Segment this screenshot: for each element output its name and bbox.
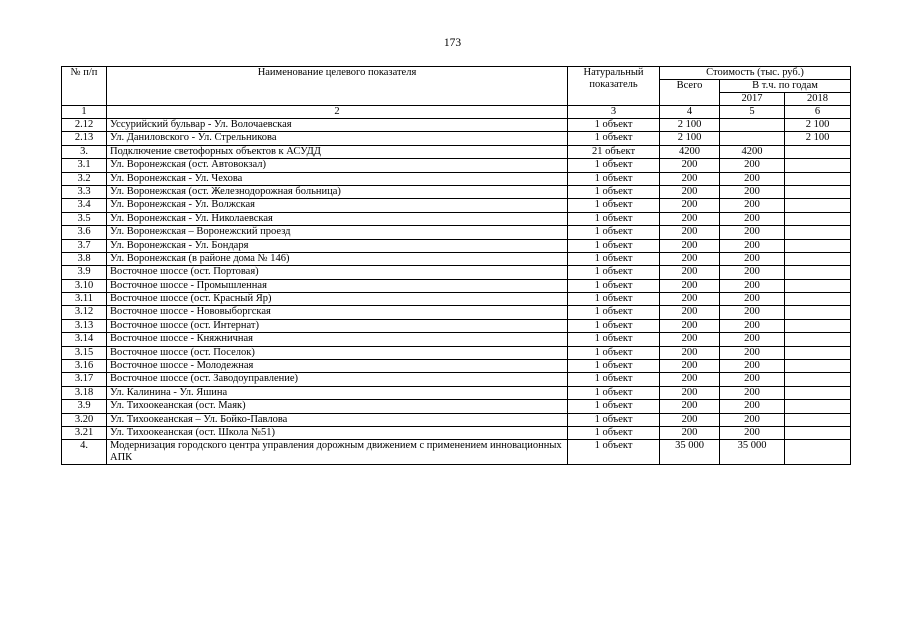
- table-row: [62, 199, 851, 212]
- table-row: [62, 413, 851, 426]
- row-total: 200: [660, 360, 720, 373]
- row-natural: 1 объект: [568, 400, 660, 413]
- row-natural: 1 объект: [568, 266, 660, 279]
- row-2018: [785, 373, 851, 386]
- row-2017: [720, 119, 785, 132]
- row-natural: 1 объект: [568, 360, 660, 373]
- row-2018: [785, 386, 851, 399]
- row-number: 3.14: [62, 333, 107, 346]
- row-natural: 1 объект: [568, 185, 660, 198]
- row-2018: 2 100: [785, 132, 851, 145]
- row-number: 3.: [62, 145, 107, 158]
- row-total: 2 100: [660, 119, 720, 132]
- table-row: [62, 440, 851, 465]
- column-number: 3: [568, 106, 660, 119]
- row-number: 3.16: [62, 360, 107, 373]
- table-row: [62, 386, 851, 399]
- table-row: [62, 145, 851, 158]
- table-row: [62, 185, 851, 198]
- row-total: 200: [660, 413, 720, 426]
- row-natural: 1 объект: [568, 440, 660, 465]
- header-year-2017: 2017: [720, 93, 785, 106]
- row-2018: [785, 293, 851, 306]
- row-2017: 200: [720, 333, 785, 346]
- page-number: 173: [443, 37, 462, 49]
- table-row: [62, 212, 851, 225]
- table-row: [62, 252, 851, 265]
- row-2017: 200: [720, 426, 785, 439]
- row-number: 3.18: [62, 386, 107, 399]
- row-total: 200: [660, 159, 720, 172]
- row-2018: [785, 252, 851, 265]
- row-natural: 1 объект: [568, 172, 660, 185]
- row-natural: 1 объект: [568, 199, 660, 212]
- row-2018: [785, 279, 851, 292]
- row-natural: 1 объект: [568, 346, 660, 359]
- row-total: 200: [660, 226, 720, 239]
- row-2018: [785, 440, 851, 465]
- table-row: [62, 239, 851, 252]
- row-total: 200: [660, 199, 720, 212]
- row-number: 3.2: [62, 172, 107, 185]
- row-2018: [785, 199, 851, 212]
- row-2017: 200: [720, 400, 785, 413]
- row-name: Ул. Тихоокеанская (ост. Школа №51): [107, 426, 568, 439]
- row-natural: 1 объект: [568, 426, 660, 439]
- column-number: 4: [660, 106, 720, 119]
- row-2017: 200: [720, 279, 785, 292]
- row-2018: [785, 212, 851, 225]
- row-natural: 1 объект: [568, 279, 660, 292]
- table-row: [62, 333, 851, 346]
- row-2018: [785, 226, 851, 239]
- row-2018: [785, 306, 851, 319]
- row-number: 3.15: [62, 346, 107, 359]
- row-2017: 200: [720, 199, 785, 212]
- row-number: 4.: [62, 440, 107, 465]
- row-total: 200: [660, 293, 720, 306]
- header-by-years: В т.ч. по годам: [720, 80, 851, 93]
- row-2018: [785, 319, 851, 332]
- row-total: 200: [660, 252, 720, 265]
- row-total: 200: [660, 346, 720, 359]
- row-number: 3.21: [62, 426, 107, 439]
- row-total: 200: [660, 373, 720, 386]
- row-name: Ул. Воронежская - Ул. Бондаря: [107, 239, 568, 252]
- row-2018: [785, 360, 851, 373]
- row-name: Восточное шоссе (ост. Портовая): [107, 266, 568, 279]
- row-number: 3.9: [62, 266, 107, 279]
- row-number: 3.3: [62, 185, 107, 198]
- row-natural: 1 объект: [568, 293, 660, 306]
- row-2017: 200: [720, 239, 785, 252]
- row-name: Ул. Тихоокеанская – Ул. Бойко-Павлова: [107, 413, 568, 426]
- row-total: 200: [660, 239, 720, 252]
- row-name: Ул. Калинина - Ул. Яшина: [107, 386, 568, 399]
- row-name: Ул. Воронежская – Воронежский проезд: [107, 226, 568, 239]
- row-2018: [785, 266, 851, 279]
- column-number: 2: [107, 106, 568, 119]
- row-2018: [785, 400, 851, 413]
- row-2018: [785, 333, 851, 346]
- row-name: Уссурийский бульвар - Ул. Волочаевская: [107, 119, 568, 132]
- row-2017: 200: [720, 346, 785, 359]
- table-row: [62, 319, 851, 332]
- header-name: Наименование целевого показателя: [107, 67, 568, 106]
- row-natural: 1 объект: [568, 333, 660, 346]
- row-name: Ул. Воронежская - Ул. Николаевская: [107, 212, 568, 225]
- header-natural: Натуральный показатель: [568, 67, 660, 106]
- row-total: 200: [660, 400, 720, 413]
- row-number: 3.1: [62, 159, 107, 172]
- row-name: Восточное шоссе (ост. Заводоуправление): [107, 373, 568, 386]
- row-name: Восточное шоссе - Промышленная: [107, 279, 568, 292]
- row-total: 200: [660, 426, 720, 439]
- row-number: 2.13: [62, 132, 107, 145]
- row-natural: 1 объект: [568, 132, 660, 145]
- row-2018: [785, 159, 851, 172]
- row-natural: 1 объект: [568, 252, 660, 265]
- row-number: 3.13: [62, 319, 107, 332]
- row-natural: 1 объект: [568, 159, 660, 172]
- row-number: 3.8: [62, 252, 107, 265]
- row-name: Ул. Воронежская (ост. Железнодорожная больница): [107, 185, 568, 198]
- row-natural: 1 объект: [568, 226, 660, 239]
- row-name: Ул. Тихоокеанская (ост. Маяк): [107, 400, 568, 413]
- row-name: Ул. Воронежская (ост. Автовокзал): [107, 159, 568, 172]
- row-2017: 200: [720, 212, 785, 225]
- row-2018: [785, 413, 851, 426]
- row-number: 3.11: [62, 293, 107, 306]
- table-row: [62, 373, 851, 386]
- row-total: 200: [660, 266, 720, 279]
- table-row: [62, 346, 851, 359]
- row-total: 200: [660, 185, 720, 198]
- row-2017: 200: [720, 293, 785, 306]
- row-natural: 1 объект: [568, 319, 660, 332]
- row-total: 200: [660, 172, 720, 185]
- column-number: 1: [62, 106, 107, 119]
- table-row: [62, 226, 851, 239]
- row-name: Подключение светофорных объектов к АСУДД: [107, 145, 568, 158]
- column-number: 5: [720, 106, 785, 119]
- row-natural: 1 объект: [568, 306, 660, 319]
- row-name: Восточное шоссе (ост. Поселок): [107, 346, 568, 359]
- row-number: 2.12: [62, 119, 107, 132]
- row-total: 200: [660, 212, 720, 225]
- table-row: [62, 159, 851, 172]
- row-2017: 200: [720, 413, 785, 426]
- table-row: [62, 306, 851, 319]
- row-number: 3.10: [62, 279, 107, 292]
- row-name: Ул. Даниловского - Ул. Стрельникова: [107, 132, 568, 145]
- row-number: 3.20: [62, 413, 107, 426]
- row-2017: 200: [720, 386, 785, 399]
- row-2018: [785, 145, 851, 158]
- row-natural: 1 объект: [568, 386, 660, 399]
- row-natural: 1 объект: [568, 373, 660, 386]
- table-row: [62, 426, 851, 439]
- header-year-2018: 2018: [785, 93, 851, 106]
- row-number: 3.6: [62, 226, 107, 239]
- row-2017: 200: [720, 252, 785, 265]
- row-2017: 200: [720, 266, 785, 279]
- row-name: Ул. Воронежская - Ул. Волжская: [107, 199, 568, 212]
- table-row: [62, 360, 851, 373]
- row-2018: [785, 346, 851, 359]
- row-natural: 1 объект: [568, 119, 660, 132]
- row-natural: 1 объект: [568, 239, 660, 252]
- row-number: 3.4: [62, 199, 107, 212]
- row-2018: [785, 185, 851, 198]
- row-natural: 21 объект: [568, 145, 660, 158]
- row-2018: [785, 426, 851, 439]
- row-2017: 200: [720, 373, 785, 386]
- row-2017: 35 000: [720, 440, 785, 465]
- row-2018: [785, 172, 851, 185]
- row-number: 3.5: [62, 212, 107, 225]
- row-number: 3.12: [62, 306, 107, 319]
- row-name: Восточное шоссе - Княжничная: [107, 333, 568, 346]
- table-row: [62, 119, 851, 132]
- row-natural: 1 объект: [568, 413, 660, 426]
- row-name: Ул. Воронежская - Ул. Чехова: [107, 172, 568, 185]
- row-2018: 2 100: [785, 119, 851, 132]
- row-total: 200: [660, 306, 720, 319]
- row-2017: [720, 132, 785, 145]
- row-name: Восточное шоссе (ост. Интернат): [107, 319, 568, 332]
- table-row: [62, 266, 851, 279]
- targets-table: [61, 66, 851, 465]
- table-row: [62, 400, 851, 413]
- row-2017: 4200: [720, 145, 785, 158]
- row-2017: 200: [720, 172, 785, 185]
- row-2017: 200: [720, 360, 785, 373]
- row-name: Восточное шоссе - Молодежная: [107, 360, 568, 373]
- row-2017: 200: [720, 306, 785, 319]
- table-row: [62, 279, 851, 292]
- row-name: Ул. Воронежская (в районе дома № 146): [107, 252, 568, 265]
- row-2017: 200: [720, 226, 785, 239]
- row-total: 2 100: [660, 132, 720, 145]
- row-name: Восточное шоссе - Нововыборгская: [107, 306, 568, 319]
- column-number: 6: [785, 106, 851, 119]
- header-num: № п/п: [62, 67, 107, 106]
- table-row: [62, 172, 851, 185]
- table-row: [62, 293, 851, 306]
- row-number: 3.7: [62, 239, 107, 252]
- row-number: 3.9: [62, 400, 107, 413]
- row-total: 35 000: [660, 440, 720, 465]
- row-number: 3.17: [62, 373, 107, 386]
- row-2017: 200: [720, 319, 785, 332]
- row-total: 4200: [660, 145, 720, 158]
- row-total: 200: [660, 386, 720, 399]
- row-total: 200: [660, 319, 720, 332]
- row-2017: 200: [720, 159, 785, 172]
- row-name: Модернизация городского центра управления дорожным движением с применением инновационных АПК: [107, 440, 568, 465]
- row-name: Восточное шоссе (ост. Красный Яр): [107, 293, 568, 306]
- row-total: 200: [660, 279, 720, 292]
- row-2017: 200: [720, 185, 785, 198]
- header-total: Всего: [660, 80, 720, 106]
- row-total: 200: [660, 333, 720, 346]
- header-cost: Стоимость (тыс. руб.): [660, 67, 851, 80]
- row-2018: [785, 239, 851, 252]
- table-row: [62, 132, 851, 145]
- row-natural: 1 объект: [568, 212, 660, 225]
